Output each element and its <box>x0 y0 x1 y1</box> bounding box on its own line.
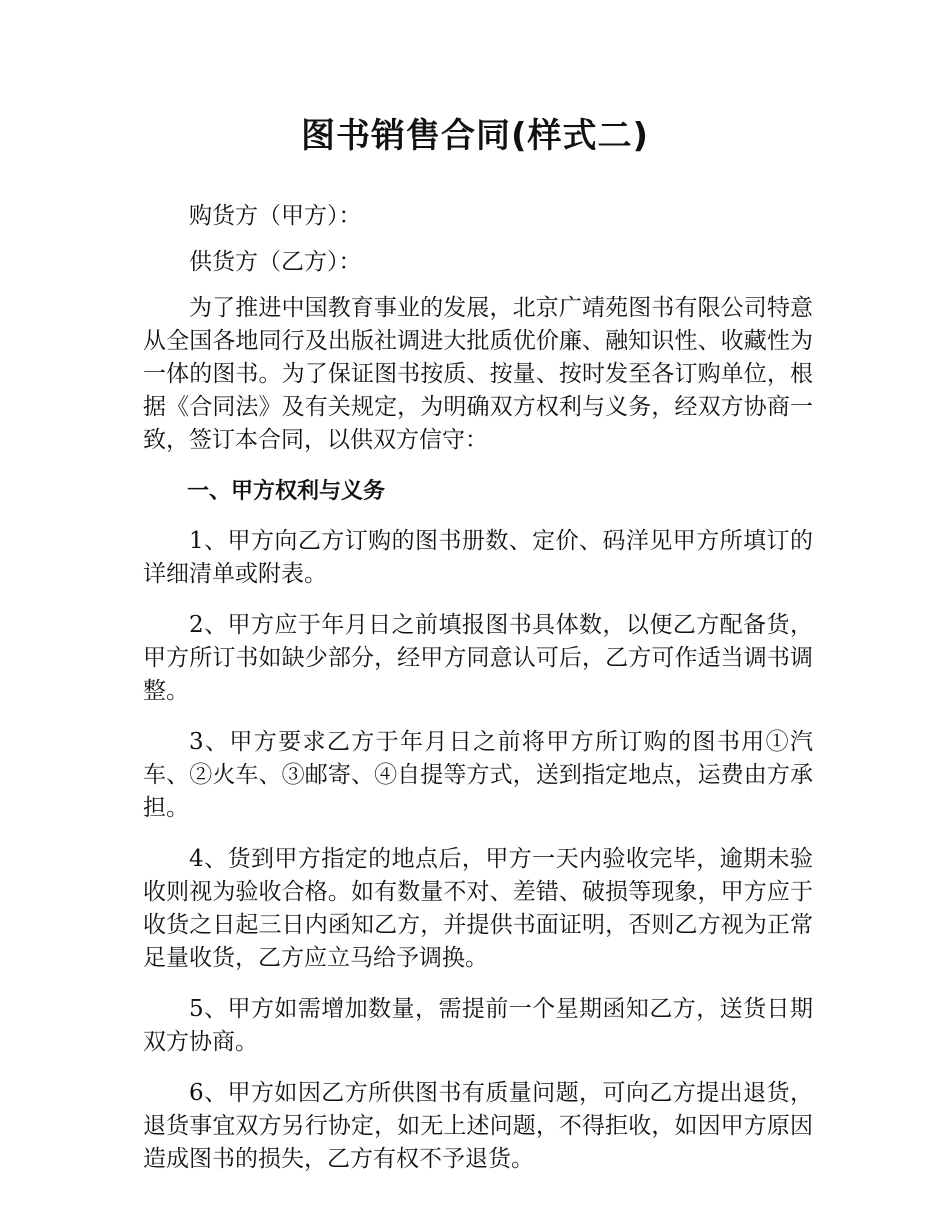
clause-1: 1、甲方向乙方订购的图书册数、定价、码洋见甲方所填订的详细清单或附表。 <box>143 528 813 587</box>
section-heading: 一、甲方权利与义务 <box>187 479 386 504</box>
document-title: 图书销售合同(样式二) <box>300 116 650 156</box>
clause-5: 5、甲方如需增加数量，需提前一个星期函知乙方，送货日期双方协商。 <box>143 996 813 1055</box>
intro-paragraph: 为了推进中国教育事业的发展，北京广靖苑图书有限公司特意从全国各地同行及出版社调进大批质优价廉、融知识性、收藏性为一体的图书。为了保证图书按质、按量、按时发至各订购单位，根据《合同法》及有关规定，为明确双方权利与义务，经双方协商一致，签订本合同，以供双方信守： <box>143 295 813 453</box>
clause-2: 2、甲方应于年月日之前填报图书具体数，以便乙方配备货，甲方所订书如缺少部分，经甲方同意认可后，乙方可作适当调书调整。 <box>143 612 813 704</box>
clause-4: 4、货到甲方指定的地点后，甲方一天内验收完毕，逾期未验收则视为验收合格。如有数量不对、差错、破损等现象，甲方应于收货之日起三日内函知乙方，并提供书面证明，否则乙方视为正常足量收货，乙方应立马给予调换。 <box>143 846 813 971</box>
document-body <box>143 200 813 1194</box>
buyer-label: 购货方（甲方）： <box>189 203 362 229</box>
clause-3: 3、甲方要求乙方于年月日之前将甲方所订购的图书用①汽车、②火车、③邮寄、④自提等方式，送到指定地点，运费由方承担。 <box>143 729 813 821</box>
supplier-label: 供货方（乙方）： <box>189 249 362 275</box>
clause-6: 6、甲方如因乙方所供图书有质量问题，可向乙方提出退货，退货事宜双方另行协定，如无上述问题，不得拒收，如因甲方原因造成图书的损失，乙方有权不予退货。 <box>143 1080 813 1172</box>
